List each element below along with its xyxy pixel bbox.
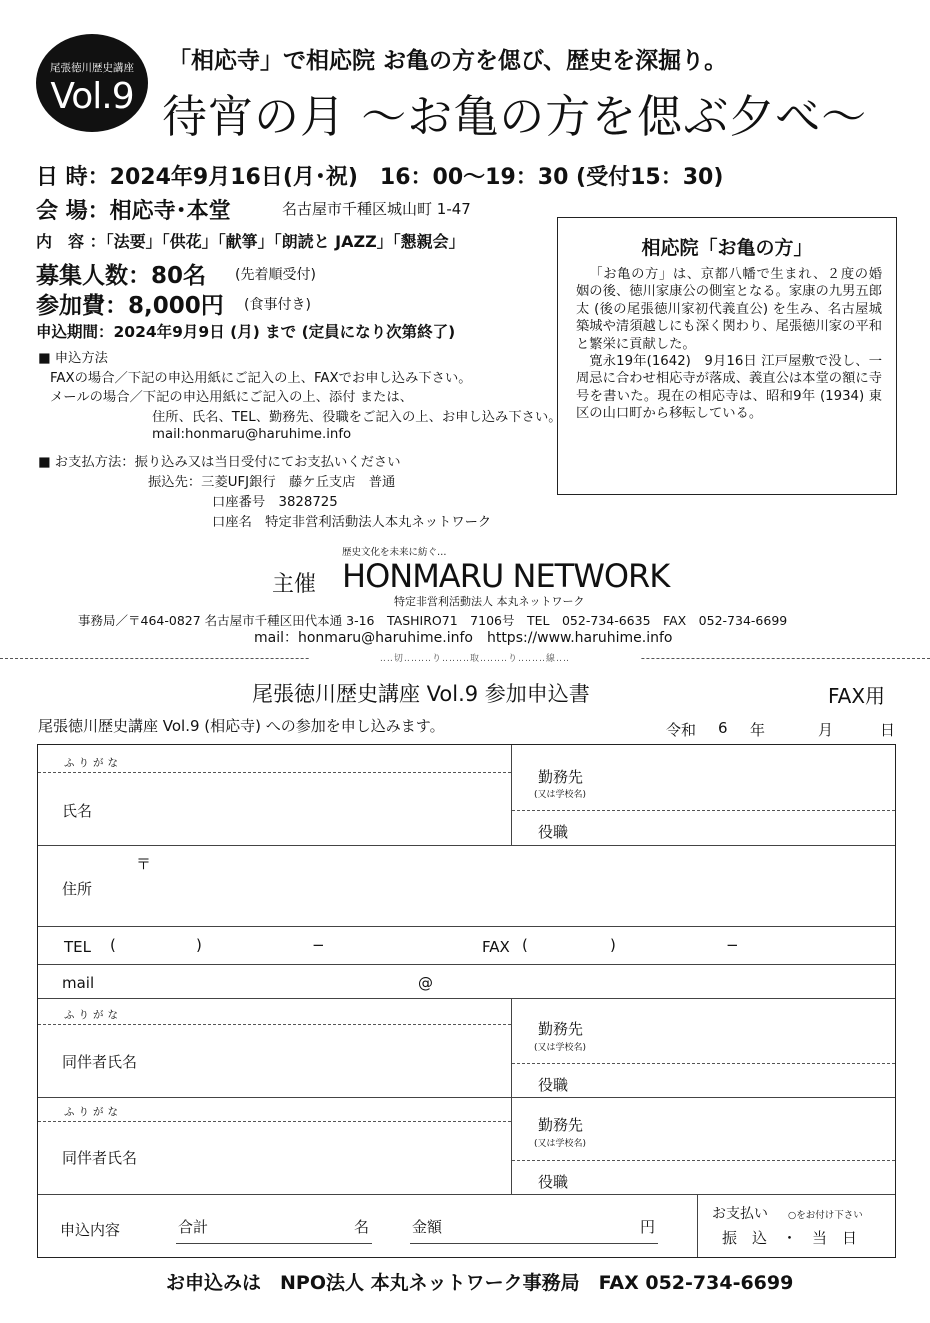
column-divider (697, 1195, 698, 1257)
venue-address: 名古屋市千種区城山町 1-47 (282, 200, 471, 218)
furigana-label: ふりがな (64, 1106, 122, 1118)
date-year-unit: 年 (750, 721, 766, 739)
form-title: 尾張徳川歴史講座 Vol.9 参加申込書 (252, 682, 590, 706)
column-divider (511, 745, 512, 845)
furigana-label: ふりがな (64, 1009, 122, 1021)
mail-at: @ (418, 974, 433, 992)
application-period: 申込期間：2024年9月9日 (月) まで (定員になり次第終了) (36, 323, 456, 341)
lead-text: 「相応寺」で相応院 お亀の方を偲び、歴史を深掘り。 (168, 48, 728, 74)
workplace-label[interactable]: 勤務先 (538, 1116, 584, 1134)
payment-account-name: 口座名 特定非営利活動法人本丸ネットワーク (212, 515, 492, 530)
organizer-tagline: 歴史文化を未来に紡ぐ… (342, 547, 447, 558)
workplace-label[interactable]: 勤務先 (538, 1020, 584, 1038)
payment-note: ○をお付け下さい (788, 1210, 863, 1221)
position-label[interactable]: 役職 (538, 1076, 569, 1094)
total-label: 合計 (178, 1218, 209, 1236)
payment-label: お支払い (712, 1206, 768, 1222)
row-divider (38, 998, 895, 999)
fax-dash: − (726, 936, 739, 954)
companion-name-label[interactable]: 同伴者氏名 (62, 1149, 138, 1167)
organizer-contact: mail：honmaru@haruhime.info https://www.haruhime.info (254, 630, 673, 646)
application-form (37, 744, 896, 1258)
row-divider (38, 1194, 895, 1195)
row-divider (38, 964, 895, 965)
fax-use-label: FAX用 (828, 684, 886, 708)
tel-dash: − (312, 936, 325, 954)
profile-paragraph: 「お亀の方」は、京都八幡で生まれ、２度の婚姻の後、徳川家康公の側室となる。家康の九男五郎太 (後の尾張徳川家初代義直公) を生み、名古屋城築城や清須越しにも深く関わり、尾張徳川家の平和と繁栄に貢献した。 (576, 267, 882, 352)
capacity-note: (先着順受付) (235, 267, 316, 283)
payment-account-number: 口座番号 3828725 (212, 495, 338, 510)
form-intro: 尾張徳川歴史講座 Vol.9 (相応寺) への参加を申し込みます。 (38, 717, 445, 735)
workplace-divider (512, 1160, 895, 1161)
date-year: 6 (718, 719, 728, 737)
fax-paren-open: ( (522, 936, 528, 954)
apply-content-label: 申込内容 (60, 1221, 121, 1239)
column-divider (511, 999, 512, 1097)
event-venue: 会 場：相応寺･本堂 (36, 199, 231, 224)
apply-mail: メールの場合／下記の申込用紙にご記入の上、添付 または、 (50, 390, 413, 405)
series-label: 尾張徳川歴史講座 (50, 62, 134, 74)
organizer-host-label: 主催 (272, 572, 317, 597)
organizer-subname: 特定非営利活動法人 本丸ネットワーク (394, 595, 585, 608)
profile-paragraph: 寛永19年(1642) 9月16日 江戸屋敷で没し、一周忌に合わせ相応寺が落成、義直公は本堂の額に寺号を書いた。現在の相応寺は、昭和9年 (1934) 東区の山口町から移転している。 (576, 354, 882, 422)
apply-mail-detail: 住所、氏名、TEL、勤務先、役職をご記入の上、お申し込み下さい。 (152, 410, 562, 425)
column-divider (511, 1098, 512, 1194)
footer-contact: お申込みは NPO法人 本丸ネットワーク事務局 FAX 052-734-6699 (166, 1272, 794, 1294)
fax-label[interactable]: FAX (482, 938, 510, 956)
people-unit: 名 (354, 1218, 370, 1236)
school-note: (又は学校名) (534, 1043, 587, 1053)
vol-badge (36, 34, 148, 132)
row-divider (38, 845, 895, 846)
workplace-divider (512, 810, 895, 811)
row-divider (38, 1097, 895, 1098)
furigana-label: ふりがな (64, 757, 122, 769)
organizer-name: HONMARU NETWORK (342, 557, 670, 595)
amount-field-line[interactable] (410, 1243, 658, 1244)
apply-mail-address: mail:honmaru@haruhime.info (152, 427, 352, 442)
furigana-divider (38, 1024, 511, 1025)
tel-paren-open: ( (110, 936, 116, 954)
apply-method-heading: ■ 申込方法 (38, 351, 108, 366)
fax-paren-close: ) (610, 936, 616, 954)
mail-label[interactable]: mail (62, 974, 95, 992)
school-note: (又は学校名) (534, 790, 587, 800)
amount-label: 金額 (412, 1218, 443, 1236)
event-content: 内 容 ：「法要」「供花」「献箏」「朗読と JAZZ」「懇親会」 (36, 232, 465, 251)
profile-body (576, 266, 882, 423)
position-label[interactable]: 役職 (538, 1173, 569, 1191)
fee-note: (食事付き) (244, 297, 311, 313)
profile-title: 相応院「お亀の方」 (641, 237, 813, 259)
furigana-divider (38, 1121, 511, 1122)
event-fee: 参加費：8,000円 (36, 293, 224, 319)
postal-mark: 〒 (136, 855, 152, 873)
workplace-divider (512, 1063, 895, 1064)
workplace-label[interactable]: 勤務先 (538, 768, 584, 786)
payment-bank: 振込先：三菱UFJ銀行 藤ケ丘支店 普通 (148, 475, 396, 490)
furigana-divider (38, 772, 511, 773)
date-month-unit: 月 (818, 721, 834, 739)
tel-label[interactable]: TEL (64, 938, 91, 956)
payment-options[interactable]: 振 込 ・ 当 日 (722, 1229, 858, 1247)
school-note: (又は学校名) (534, 1139, 587, 1149)
organizer-address: 事務局／〒464-0827 名古屋市千種区田代本通 3-16 TASHIRO71 7106号 TEL 052-734-6635 FAX 052-734-6699 (78, 613, 788, 628)
apply-fax: FAXの場合／下記の申込用紙にご記入の上、FAXでお申し込み下さい。 (50, 371, 472, 386)
profile-box (557, 217, 897, 495)
row-divider (38, 926, 895, 927)
tel-paren-close: ) (196, 936, 202, 954)
date-day-unit: 日 (880, 721, 896, 739)
vol-number: Vol.9 (50, 76, 134, 117)
companion-name-label[interactable]: 同伴者氏名 (62, 1053, 138, 1071)
payment-heading: ■ お支払方法：振り込み又は当日受付にてお支払いください (38, 455, 401, 470)
event-title: 待宵の月 〜お亀の方を偲ぶ夕べ〜 (162, 90, 868, 143)
cut-line-label: ‥‥切‥‥‥‥り‥‥‥‥取‥‥‥‥り‥‥‥‥線‥‥ (310, 651, 640, 664)
date-era: 令和 (666, 721, 697, 739)
name-label[interactable]: 氏名 (62, 802, 93, 820)
yen-unit: 円 (640, 1218, 656, 1236)
total-field-line[interactable] (176, 1243, 372, 1244)
address-label[interactable]: 住所 (62, 880, 93, 898)
position-label[interactable]: 役職 (538, 823, 569, 841)
event-datetime: 日 時：2024年9月16日(月･祝) 16：00〜19：30 (受付15：30) (36, 165, 724, 190)
event-capacity: 募集人数：80名 (36, 263, 207, 289)
